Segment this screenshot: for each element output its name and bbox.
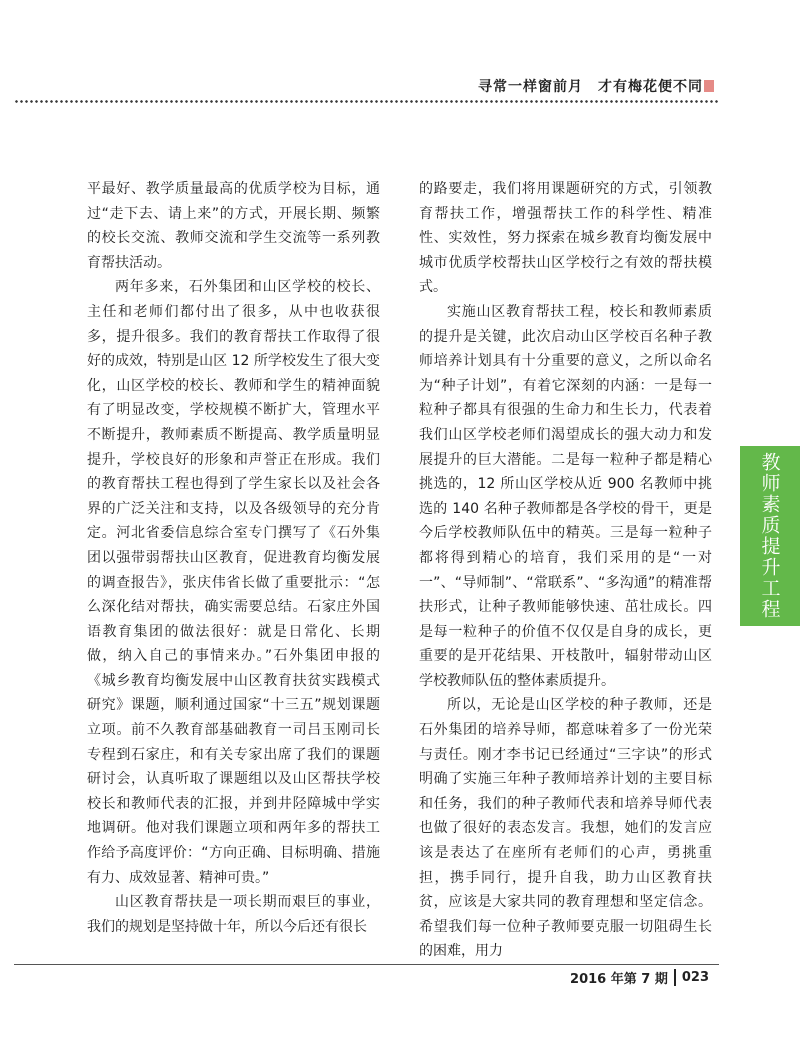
footer-rule (14, 964, 719, 965)
right-column (419, 177, 712, 964)
left-paragraph-1: 平最好、教学质量最高的优质学校为目标，通过“走下去、请上来”的方式，开展长期、频繁的校长交流、教师交流和学生交流等一系列教育帮扶活动。 (87, 181, 380, 271)
header-dotted-rule (14, 100, 719, 103)
footer-separator (674, 969, 676, 986)
page-footer (570, 968, 709, 987)
right-paragraph-1: 的路要走，我们将用课题研究的方式，引领教育帮扶工作，增强帮扶工作的科学性、精准性、实效性，努力探索在城乡教育均衡发展中城市优质学校帮扶山区学校行之有效的帮扶模式。 (419, 181, 712, 296)
left-paragraph-3: 山区教育帮扶是一项长期而艰巨的事业，我们的规划是坚持做十年，所以今后还有很长 (87, 894, 380, 935)
section-side-tab-label: 教师素质提升工程 (758, 452, 781, 620)
left-paragraph-2: 两年多来，石外集团和山区学校的校长、主任和老师们都付出了很多，从中也收获很多，提升很多。我们的教育帮扶工作取得了很好的成效，特别是山区 12 所学校发生了很大变化，山区学校的校长、教师和学生的精神面貌有了明显改变，学校规模不断扩大，管理水平不断提升，教师素质不断提高、教学质量明显提升，学校良好的形象和声誉正在形成。我们的教育帮扶工程也得到了学生家长以及社会各界的广泛关注和支持，以及各级领导的充分肯定。河北省委信息综合室专门撰写了《石外集团以强带弱帮扶山区教育，促进教育均衡发展的调查报告》，张庆伟省长做了重要批示：“怎么深化结对帮扶，确实需要总结。石家庄外国语教育集团的做法很好：就是日常化、长期做，纳入自己的事情来办。”石外集团申报的《城乡教育均衡发展中山区教育扶贫实践模式研究》课题，顺利通过国家“十三五”规划课题立项。前不久教育部基础教育一司吕玉刚司长专程到石家庄，和有关专家出席了我们的课题研讨会，认真听取了课题组以及山区帮扶学校校长和教师代表的汇报，并到井陉障城中学实地调研。他对我们课题立项和两年多的帮扶工作给予高度评价：“方向正确、目标明确、措施有力、成效显著、精神可贵。” (87, 279, 380, 886)
footer-issue: 2016 年第 7 期 (570, 972, 668, 987)
section-side-tab (740, 446, 800, 626)
left-column (87, 177, 380, 939)
right-paragraph-2: 实施山区教育帮扶工程，校长和教师素质的提升是关键，此次启动山区学校百名种子教师培养计划具有十分重要的意义，之所以命名为“种子计划”，有着它深刻的内涵：一是每一粒种子都具有很强的生命力和生长力，代表着我们山区学校老师们渴望成长的强大动力和发展提升的巨大潜能。二是每一粒种子都是精心挑选的，12 所山区学校从近 900 名教师中挑选的 140 名种子教师都是各学校的骨干，更是今后学校教师队伍中的精英。三是每一粒种子都将得到精心的培育，我们采用的是“一对一”、“导师制”、“常联系”、“多沟通”的精准帮扶形式，让种子教师能够快速、茁壮成长。四是每一粒种子的价值不仅仅是自身的成长，更重要的是开花结果、开枝散叶，辐射带动山区学校教师队伍的整体素质提升。 (419, 303, 712, 689)
header-accent-block (704, 80, 714, 92)
footer-page-number: 023 (681, 970, 709, 985)
header-title: 寻常一样窗前月 才有梅花便不同 (478, 79, 703, 95)
right-paragraph-3: 所以，无论是山区学校的种子教师，还是石外集团的培养导师，都意味着多了一份光荣与责任。刚才李书记已经通过“三字诀”的形式明确了实施三年种子教师培养计划的主要目标和任务，我们的种子教师代表和培养导师代表也做了很好的表态发言。我想，她们的发言应该是表达了在座所有老师们的心声，勇挑重担，携手同行，提升自我，助力山区教育扶贫，应该是大家共同的教育理想和坚定信念。希望我们每一位种子教师要克服一切阻碍生长的困难，用力 (419, 697, 712, 960)
